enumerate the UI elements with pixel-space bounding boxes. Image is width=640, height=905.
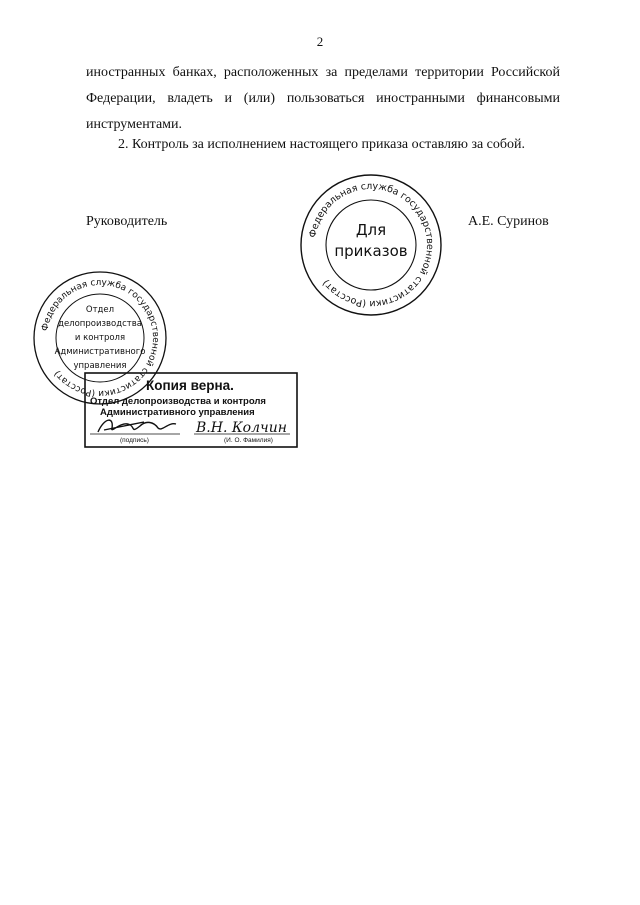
copy-certified-title: Копия верна. xyxy=(146,378,234,393)
paragraph-1 xyxy=(86,60,560,138)
paragraph-1-line: инструментами. xyxy=(86,117,183,132)
caption-signature: (подпись) xyxy=(120,437,149,444)
handwritten-name: В.Н. Колчин xyxy=(196,420,287,436)
signer-name: А.Е. Суринов xyxy=(468,214,549,229)
seal-for-orders-line2: приказов xyxy=(334,242,408,260)
paragraph-2: 2. Контроль за исполнением настоящего приказа оставляю за собой. xyxy=(118,137,526,152)
signer-title: Руководитель xyxy=(86,214,168,229)
seal-department-line: управления xyxy=(73,361,127,371)
paragraph-1-line: иностранных банках, расположенных за пределами территории Российской xyxy=(86,65,560,80)
seal-department-ring-text: Федеральная служба государственной статистики (Росстат) xyxy=(40,277,161,399)
copy-certified-line2: Административного управления xyxy=(100,407,255,418)
seal-department-line: и контроля xyxy=(74,333,126,343)
caption-name: (И. О. Фамилия) xyxy=(224,437,273,444)
handwritten-signature xyxy=(98,420,176,432)
copy-certified-stamp xyxy=(84,372,298,448)
seal-department-line: Административного xyxy=(54,347,146,357)
page-number: 2 xyxy=(316,34,324,49)
seal-department-line: делопроизводства xyxy=(58,319,142,329)
seal-for-orders-line1: Для xyxy=(355,221,387,239)
seal-for-orders xyxy=(296,170,446,320)
paragraph-1-line: Федерации, владеть и (или) пользоваться иностранными финансовыми xyxy=(86,91,560,106)
seal-for-orders-ring-text: Федеральная служба государственной статистики (Росстат) xyxy=(307,180,436,310)
copy-certified-line1: Отдел делопроизводства и контроля xyxy=(90,396,266,407)
seal-department-line: Отдел xyxy=(85,305,115,315)
